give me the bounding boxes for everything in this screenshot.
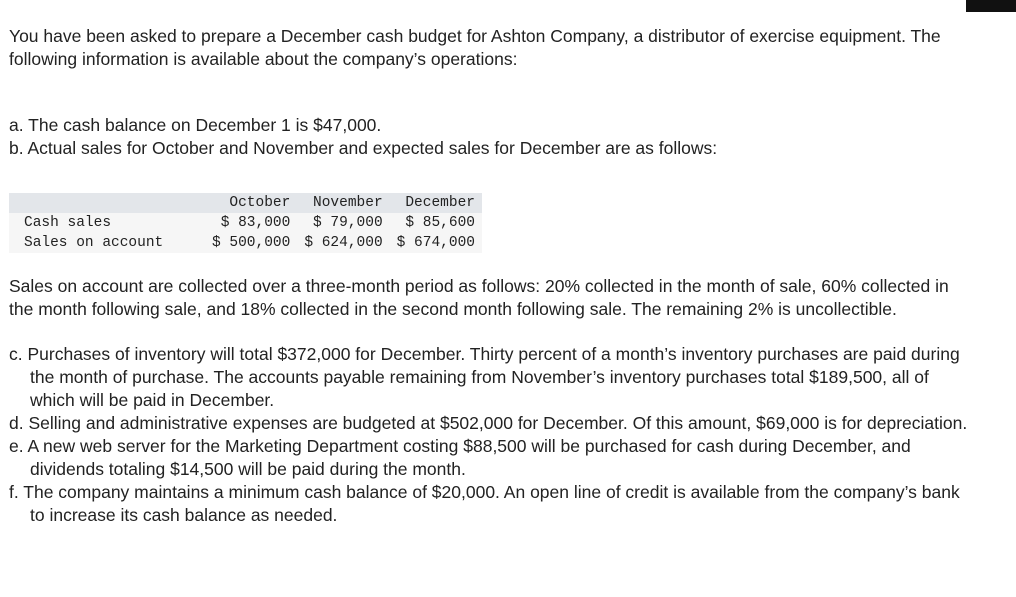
sales-table [9,193,482,253]
header-november: November [313,195,383,211]
cell-cash-october: $ 83,000 [220,215,291,231]
table-header-row [9,193,482,213]
row-label-cash-sales: Cash sales [24,215,112,231]
items-c-f [9,343,969,527]
sales-table-container [9,193,969,253]
corner-marker [966,0,1016,12]
item-e: e. A new web server for the Marketing Department costing $88,500 will be purchased for cash during December, and dividends totaling $14,500 will be paid during the month. [9,436,911,479]
cell-cash-december: $ 85,600 [405,215,475,231]
item-f: f. The company maintains a minimum cash balance of $20,000. An open line of credit is available from the company’s bank to increase its cash balance as needed. [9,482,960,525]
cell-cash-november: $ 79,000 [313,215,383,231]
problem-document [9,25,969,527]
header-october: October [229,195,291,211]
item-d: d. Selling and administrative expenses are budgeted at $502,000 for December. Of this amount, $69,000 is for depreciation. [9,413,968,433]
items-a-b [9,114,969,160]
cell-account-december: $ 674,000 [396,235,475,251]
table-row [9,233,482,253]
cell-account-october: $ 500,000 [212,235,291,251]
cell-account-november: $ 624,000 [304,235,383,251]
row-label-sales-on-account: Sales on account [24,235,164,251]
header-december: December [405,195,475,211]
header-blank [9,193,205,213]
item-b: b. Actual sales for October and November and expected sales for December are as follows: [9,138,718,158]
collection-paragraph: Sales on account are collected over a three-month period as follows: 20% collected in the month of sale, 60% collected in the month following sale, and 18% collected in the second month following sale. The remaining 2% is uncollectible. [9,276,949,319]
item-a: a. The cash balance on December 1 is $47,000. [9,115,382,135]
intro-paragraph: You have been asked to prepare a December cash budget for Ashton Company, a distributor of exercise equipment. The following information is available about the company’s operations: [9,26,941,69]
item-c: c. Purchases of inventory will total $372,000 for December. Thirty percent of a month’s inventory purchases are paid during the month of purchase. The accounts payable remaining from November’s inventory purchases total $189,500, all of which will be paid in December. [9,344,960,410]
table-row [9,213,482,233]
